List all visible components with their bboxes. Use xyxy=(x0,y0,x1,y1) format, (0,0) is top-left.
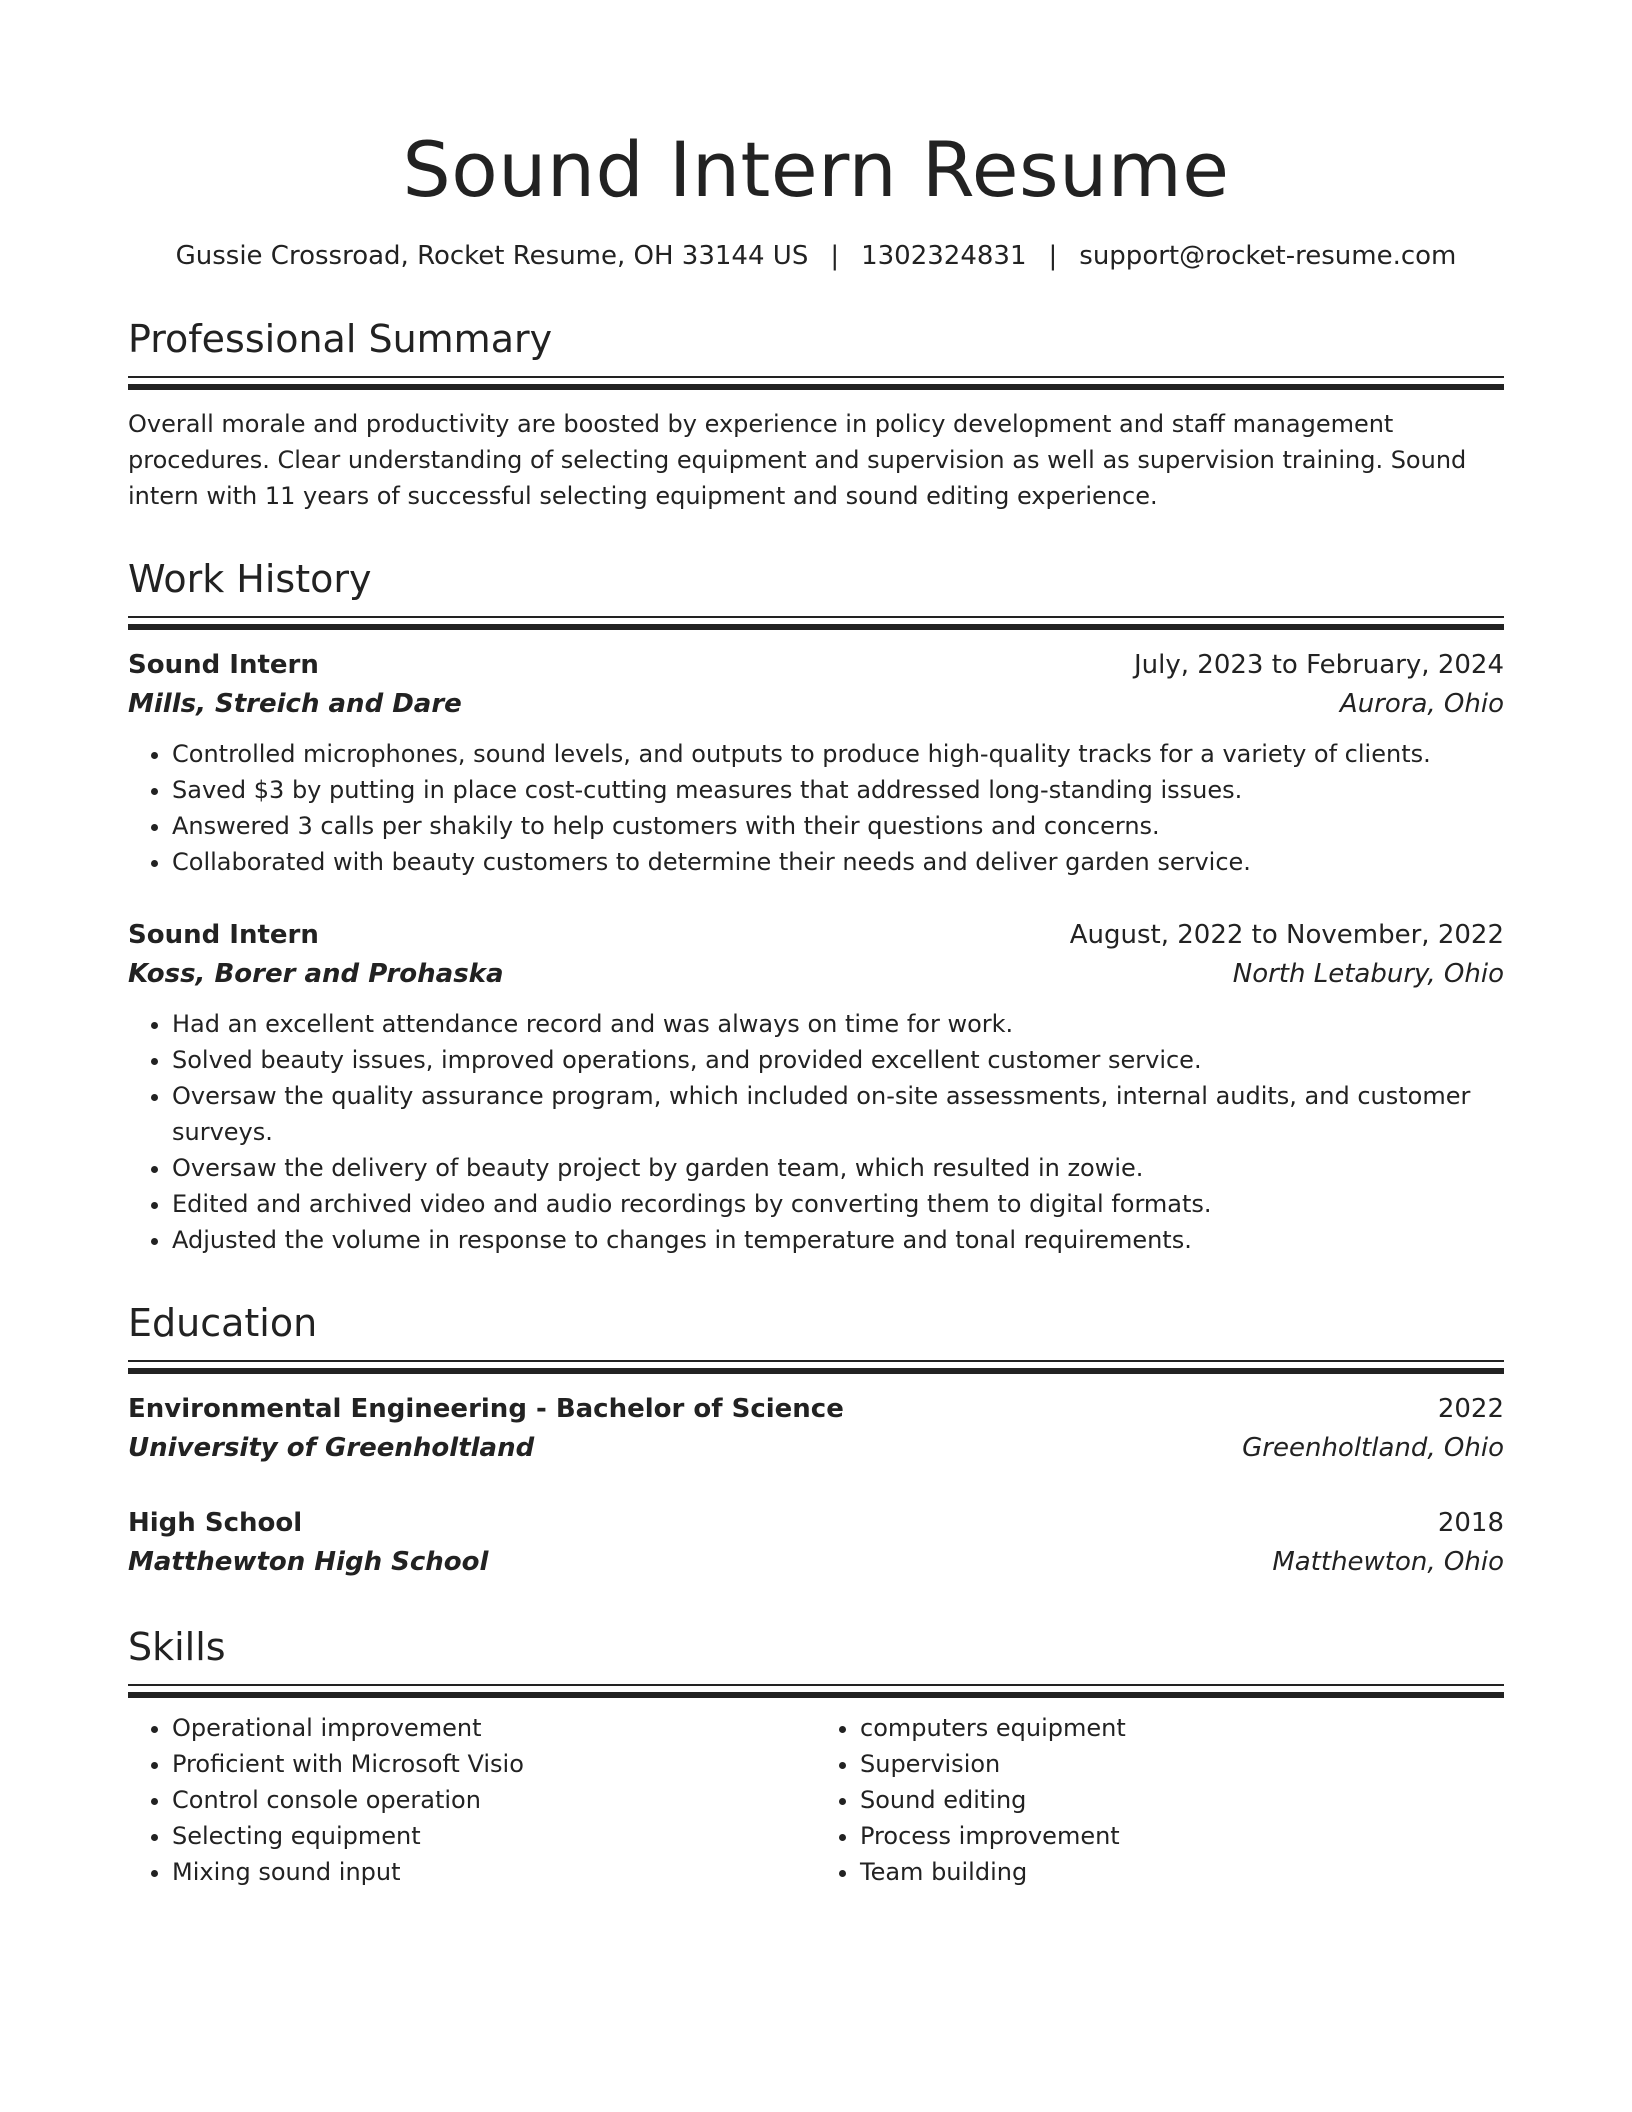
education-location: Greenholtland, Ohio xyxy=(1242,1433,1504,1463)
education-location: Matthewton, Ohio xyxy=(1272,1547,1504,1577)
job-dates: August, 2022 to November, 2022 xyxy=(1069,920,1504,950)
skill-item: • Mixing sound input xyxy=(172,1854,816,1890)
skills-section xyxy=(128,1622,1504,1890)
contact-phone: 1302324831 xyxy=(861,241,1027,271)
job-bullets xyxy=(128,736,1504,880)
education-section xyxy=(128,1298,1504,1582)
skill-item: • Sound editing xyxy=(860,1782,1504,1818)
job-title: Sound Intern xyxy=(128,920,319,950)
skill-item: • Operational improvement xyxy=(172,1710,816,1746)
work-history-heading: Work History xyxy=(128,557,372,601)
job-dates: July, 2023 to February, 2024 xyxy=(1134,650,1504,680)
education-heading: Education xyxy=(128,1301,318,1345)
summary-text: Overall morale and productivity are boosted by experience in policy development and staff management procedures. Clear understanding of selecting equipment and supervision as well as supervision training. Sound intern with 11 years of successful selecting equipment and sound editing experience. xyxy=(128,410,1467,510)
job-bullet: • Collaborated with beauty customers to determine their needs and deliver garden service. xyxy=(172,844,1504,880)
job-title: Sound Intern xyxy=(128,650,319,680)
education-year: 2018 xyxy=(1437,1508,1504,1538)
job-bullet: • Adjusted the volume in response to changes in temperature and tonal requirements. xyxy=(172,1222,1504,1258)
section-divider xyxy=(128,1684,1504,1700)
education-entry xyxy=(128,1390,1504,1468)
job-company: Koss, Borer and Prohaska xyxy=(128,959,504,989)
skills-list-right xyxy=(816,1710,1504,1890)
job-bullets xyxy=(128,1006,1504,1258)
education-school: Matthewton High School xyxy=(128,1547,489,1577)
skills-list-left xyxy=(128,1710,816,1890)
job-bullet: • Edited and archived video and audio recordings by converting them to digital formats. xyxy=(172,1186,1504,1222)
job-location: North Letabury, Ohio xyxy=(1232,959,1504,989)
education-entry xyxy=(128,1504,1504,1582)
job-entry xyxy=(128,646,1504,880)
skill-item: • Selecting equipment xyxy=(172,1818,816,1854)
job-bullet: • Answered 3 calls per shakily to help customers with their questions and concerns. xyxy=(172,808,1504,844)
skill-item: • Process improvement xyxy=(860,1818,1504,1854)
job-bullet: • Saved $3 by putting in place cost-cutting measures that addressed long-standing issues. xyxy=(172,772,1504,808)
job-company: Mills, Streich and Dare xyxy=(128,689,462,719)
education-degree: Environmental Engineering - Bachelor of Science xyxy=(128,1394,844,1424)
skill-item: • Control console operation xyxy=(172,1782,816,1818)
education-year: 2022 xyxy=(1437,1394,1504,1424)
job-bullet: • Oversaw the quality assurance program, which included on-site assessments, internal audits, and customer surveys. xyxy=(172,1078,1504,1150)
education-school: University of Greenholtland xyxy=(128,1433,535,1463)
skills-heading: Skills xyxy=(128,1625,226,1669)
contact-line xyxy=(128,238,1504,274)
skill-item: • Proficient with Microsoft Visio xyxy=(172,1746,816,1782)
job-bullet: • Had an excellent attendance record and was always on time for work. xyxy=(172,1006,1504,1042)
contact-separator: | xyxy=(1048,241,1058,271)
job-bullet: • Controlled microphones, sound levels, and outputs to produce high-quality tracks for a variety of clients. xyxy=(172,736,1504,772)
skill-item: • Team building xyxy=(860,1854,1504,1890)
skill-item: • computers equipment xyxy=(860,1710,1504,1746)
job-location: Aurora, Ohio xyxy=(1339,689,1504,719)
section-divider xyxy=(128,376,1504,392)
contact-separator: | xyxy=(830,241,840,271)
summary-heading: Professional Summary xyxy=(128,317,553,361)
resume-title: Sound Intern Resume xyxy=(402,125,1230,214)
contact-email: support@rocket-resume.com xyxy=(1079,241,1457,271)
summary-section xyxy=(128,314,1504,514)
section-divider xyxy=(128,616,1504,632)
education-degree: High School xyxy=(128,1508,303,1538)
work-history-section xyxy=(128,554,1504,1258)
job-entry xyxy=(128,916,1504,1258)
job-bullet: • Solved beauty issues, improved operations, and provided excellent customer service. xyxy=(172,1042,1504,1078)
job-bullet: • Oversaw the delivery of beauty project by garden team, which resulted in zowie. xyxy=(172,1150,1504,1186)
skill-item: • Supervision xyxy=(860,1746,1504,1782)
skills-columns xyxy=(128,1710,1504,1890)
section-divider xyxy=(128,1360,1504,1376)
contact-address: Gussie Crossroad, Rocket Resume, OH 33144 US xyxy=(175,241,809,271)
